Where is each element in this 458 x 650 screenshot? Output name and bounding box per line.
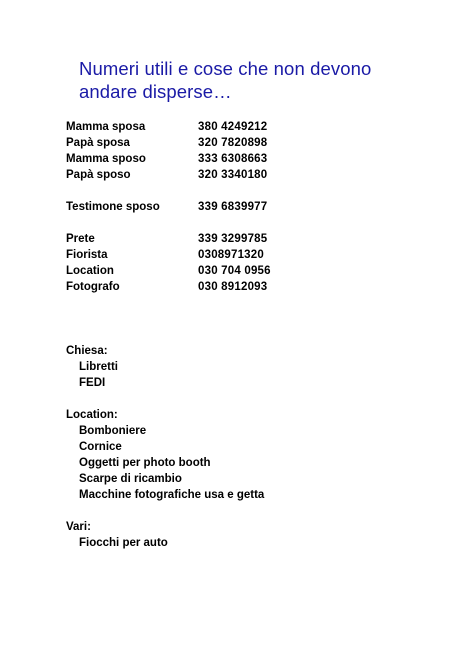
contact-row xyxy=(66,199,396,215)
contact-name: Testimone sposo xyxy=(66,201,160,213)
contact-name: Mamma sposo xyxy=(66,153,146,165)
section-heading-location: Location: xyxy=(66,409,118,421)
group-spacer xyxy=(66,503,406,519)
contact-name: Fiorista xyxy=(66,249,108,261)
page-title: Numeri utili e cose che non devono andare disperse… xyxy=(79,58,372,102)
group-spacer xyxy=(66,215,396,231)
group-spacer xyxy=(66,391,406,407)
contact-row xyxy=(66,135,396,151)
contact-phone: 030 704 0956 xyxy=(198,265,271,277)
contact-phone: 0308971320 xyxy=(198,249,264,261)
contact-phone: 380 4249212 xyxy=(198,121,268,133)
list-item: Macchine fotografiche usa e getta xyxy=(79,489,265,501)
contact-name: Fotografo xyxy=(66,281,120,293)
contact-phone: 339 3299785 xyxy=(198,233,268,245)
contact-name: Location xyxy=(66,265,114,277)
list-item: Fiocchi per auto xyxy=(79,537,168,549)
contact-phone: 320 3340180 xyxy=(198,169,268,181)
contact-phone: 339 6839977 xyxy=(198,201,268,213)
list-item: Bomboniere xyxy=(79,425,147,437)
list-item: Cornice xyxy=(79,441,122,453)
group-spacer xyxy=(66,183,396,199)
list-item: Oggetti per photo booth xyxy=(79,457,211,469)
checklists xyxy=(66,343,406,551)
contact-phone: 320 7820898 xyxy=(198,137,268,149)
contact-phone: 030 8912093 xyxy=(198,281,268,293)
contact-name: Papà sposa xyxy=(66,137,130,149)
contact-name: Mamma sposa xyxy=(66,121,146,133)
contact-row xyxy=(66,231,396,247)
contact-row xyxy=(66,247,396,263)
contact-name: Prete xyxy=(66,233,95,245)
contact-phone: 333 6308663 xyxy=(198,153,268,165)
contact-row xyxy=(66,167,396,183)
contact-row xyxy=(66,151,396,167)
list-item: FEDI xyxy=(79,377,106,389)
section-heading-vari: Vari: xyxy=(66,521,91,533)
section-heading-chiesa: Chiesa: xyxy=(66,345,108,357)
list-item: Libretti xyxy=(79,361,118,373)
list-item: Scarpe di ricambio xyxy=(79,473,182,485)
contacts-list xyxy=(66,119,396,295)
contact-row xyxy=(66,119,396,135)
contact-name: Papà sposo xyxy=(66,169,131,181)
contact-row xyxy=(66,263,396,279)
contact-row xyxy=(66,279,396,295)
